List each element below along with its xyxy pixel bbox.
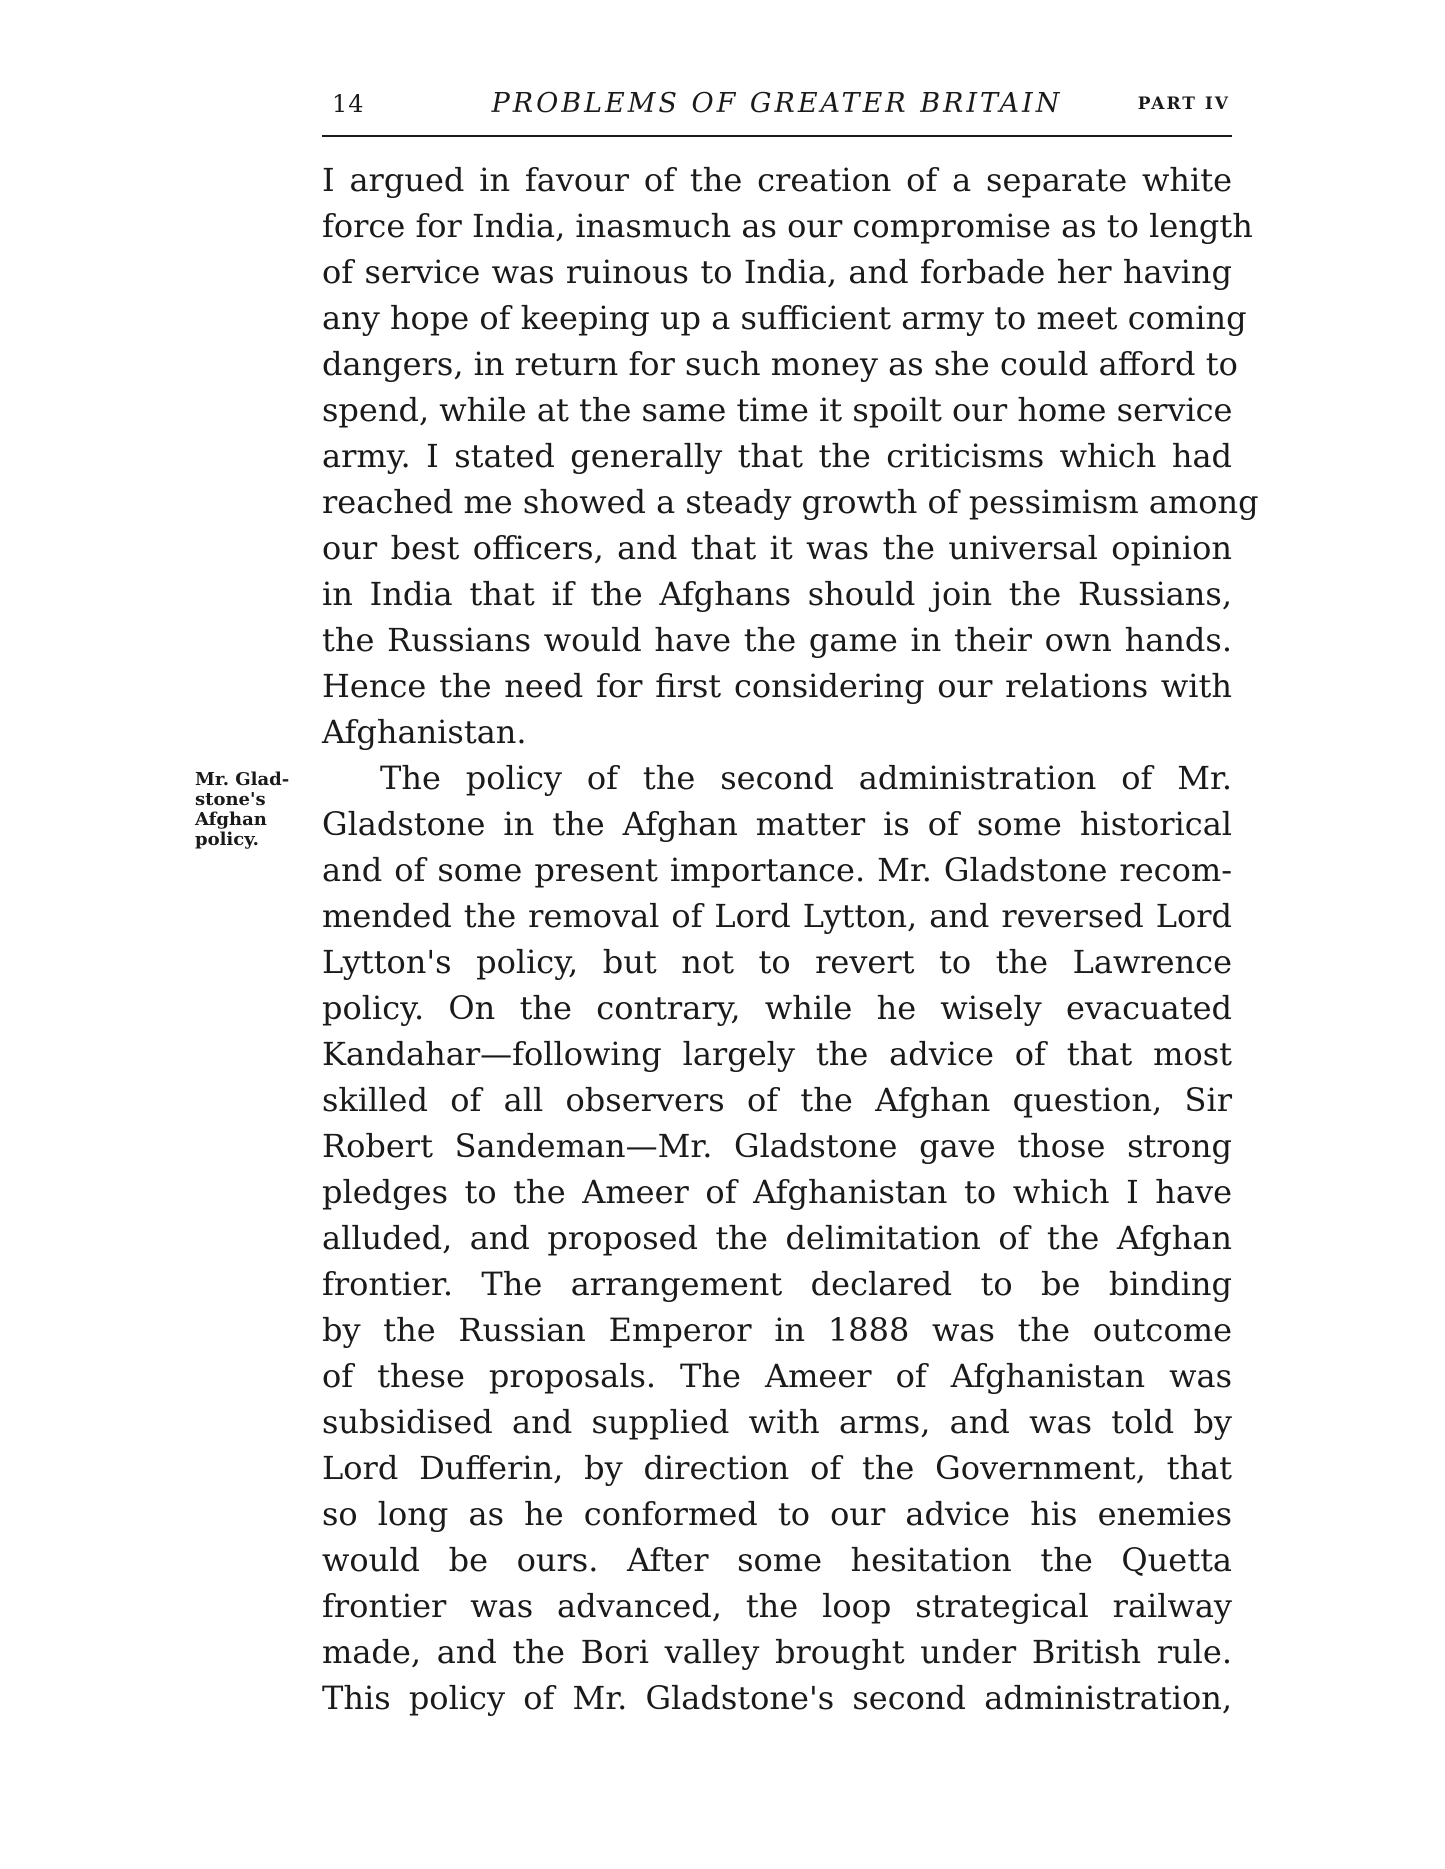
text-line: by the Russian Emperor in 1888 was the outcome bbox=[322, 1311, 1232, 1349]
text-line: so long as he conformed to our advice his enemies bbox=[322, 1495, 1232, 1533]
text-line: force for India, inasmuch as our compromise as to length bbox=[322, 207, 1253, 245]
body-text bbox=[322, 157, 1259, 1721]
margin-note-line: stone's bbox=[195, 789, 266, 810]
text-line: I argued in favour of the creation of a separate white bbox=[322, 161, 1232, 199]
text-line: frontier was advanced, the loop strategical railway bbox=[322, 1587, 1232, 1625]
text-line: our best officers, and that it was the universal opinion bbox=[322, 529, 1232, 567]
margin-note-line: policy. bbox=[195, 829, 259, 850]
text-line: made, and the Bori valley brought under British rule. bbox=[322, 1633, 1232, 1671]
text-line: of these proposals. The Ameer of Afghanistan was bbox=[322, 1357, 1232, 1395]
text-line: in India that if the Afghans should join the Russians, bbox=[322, 575, 1232, 613]
text-line: alluded, and proposed the delimitation of the Afghan bbox=[322, 1219, 1232, 1257]
text-line: skilled of all observers of the Afghan question, Sir bbox=[322, 1081, 1232, 1119]
text-line: frontier. The arrangement declared to be binding bbox=[322, 1265, 1232, 1303]
paragraph-2 bbox=[322, 755, 1232, 1721]
text-line: the Russians would have the game in their own hands. bbox=[322, 621, 1232, 659]
text-line: and of some present importance. Mr. Gladstone recom- bbox=[322, 851, 1232, 889]
running-title: PROBLEMS OF GREATER BRITAIN bbox=[491, 88, 1063, 119]
text-line: Hence the need for first considering our relations with bbox=[322, 667, 1232, 705]
text-line: pledges to the Ameer of Afghanistan to which I have bbox=[322, 1173, 1232, 1211]
text-line: Kandahar—following largely the advice of that most bbox=[322, 1035, 1232, 1073]
text-line: This policy of Mr. Gladstone's second administration, bbox=[322, 1679, 1232, 1717]
paragraph-1 bbox=[322, 157, 1259, 755]
text-line: of service was ruinous to India, and forbade her having bbox=[322, 253, 1232, 291]
text-line: Lord Dufferin, by direction of the Government, that bbox=[322, 1449, 1232, 1487]
text-line: would be ours. After some hesitation the Quetta bbox=[322, 1541, 1232, 1579]
margin-note-line: Mr. Glad- bbox=[195, 769, 290, 790]
page-header bbox=[322, 82, 1232, 122]
text-line: army. I stated generally that the criticisms which had bbox=[322, 437, 1232, 475]
text-line: Afghanistan. bbox=[322, 713, 527, 751]
text-line: subsidised and supplied with arms, and was told by bbox=[322, 1403, 1232, 1441]
text-line: mended the removal of Lord Lytton, and reversed Lord bbox=[322, 897, 1232, 935]
page-number: 14 bbox=[332, 90, 365, 118]
text-line: policy. On the contrary, while he wisely evacuated bbox=[322, 989, 1232, 1027]
text-line: Robert Sandeman—Mr. Gladstone gave those strong bbox=[322, 1127, 1232, 1165]
text-line: spend, while at the same time it spoilt our home service bbox=[322, 391, 1233, 429]
margin-note-line: Afghan bbox=[195, 809, 267, 830]
header-rule bbox=[322, 135, 1232, 137]
text-line: The policy of the second administration of Mr. bbox=[380, 759, 1232, 797]
text-line: Lytton's policy, but not to revert to the Lawrence bbox=[322, 943, 1232, 981]
text-line: Gladstone in the Afghan matter is of some historical bbox=[322, 805, 1232, 843]
text-line: any hope of keeping up a sufficient army to meet coming bbox=[322, 299, 1247, 337]
text-line: reached me showed a steady growth of pessimism among bbox=[322, 483, 1259, 521]
part-label: PART IV bbox=[1137, 94, 1230, 114]
text-line: dangers, in return for such money as she could afford to bbox=[322, 345, 1238, 383]
margin-note bbox=[195, 770, 305, 850]
